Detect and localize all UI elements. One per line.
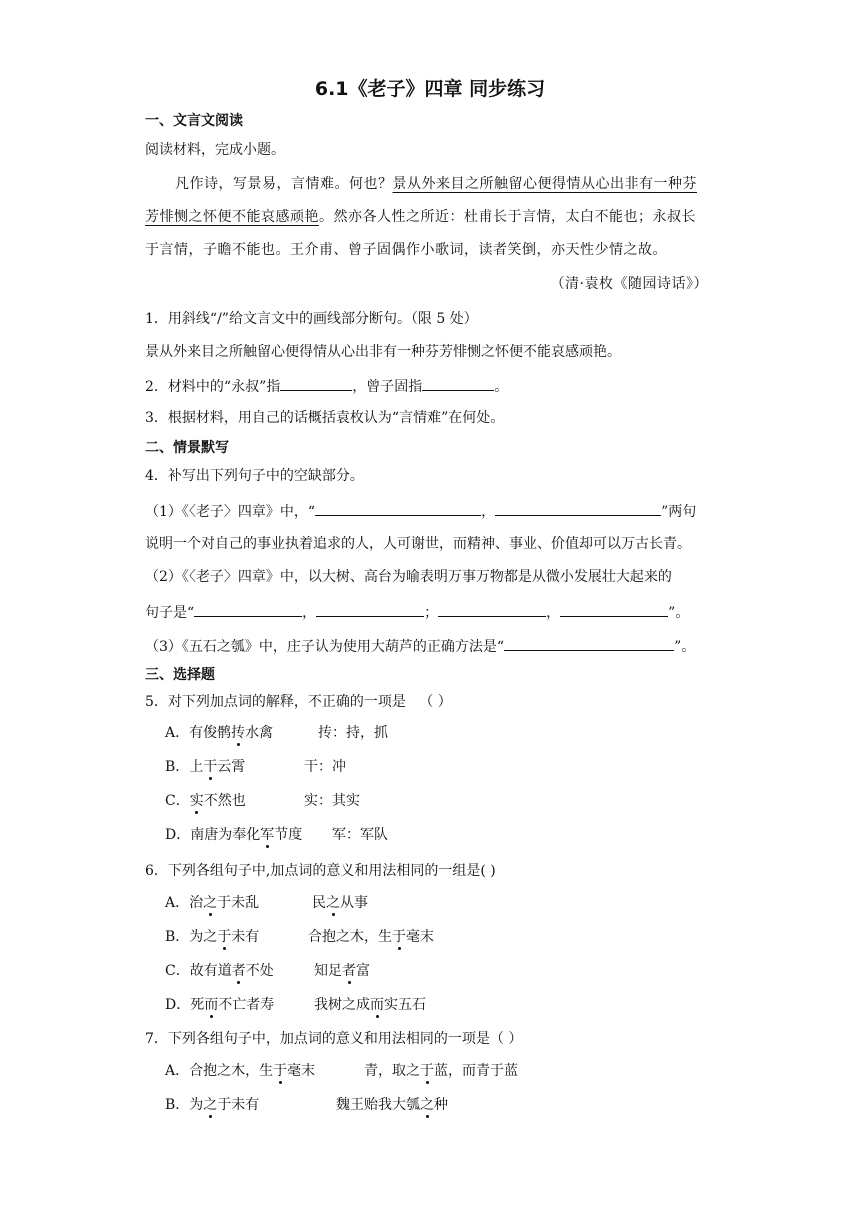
question-4-part-1: [145, 500, 696, 522]
question-2-part-a: 2．材料中的“永叔”指: [145, 379, 281, 395]
dotted-word: 于: [420, 1063, 434, 1079]
q5-option-c[interactable]: [165, 791, 246, 811]
opt-text: 从事: [340, 895, 368, 911]
opt-text: 于未有: [217, 1097, 260, 1113]
opt-text: B．上: [165, 759, 204, 775]
q5-option-c-explanation: 实：其实: [304, 793, 360, 809]
q4-p2-sep: ，: [546, 605, 561, 621]
passage-line-2: [145, 207, 696, 227]
opt-text: C．: [165, 793, 190, 809]
opt-text: 不处: [245, 963, 274, 979]
section-heading-reading: 一、文言文阅读: [145, 113, 243, 129]
q4-p2-tail: ”。: [668, 605, 690, 621]
question-4-part-2: （2）《〈老子〉四章》中，以大树、高台为喻表明万事万物都是从微小发展壮大起来的: [145, 569, 672, 585]
opt-text: 蓝，而青于蓝: [434, 1063, 518, 1079]
dotted-word: 抟: [231, 725, 246, 741]
question-4-stem: 4．补写出下列句子中的空缺部分。: [145, 468, 364, 484]
page-title: 6.1《老子》四章 同步练习: [314, 78, 546, 100]
opt-text: A．有俊鹘: [165, 725, 232, 741]
q4-p2-sep: ；: [424, 605, 439, 621]
question-4-part-3: [145, 635, 695, 657]
opt-text: 不然也: [203, 793, 246, 809]
opt-text: 节度: [274, 827, 303, 843]
question-3: 3．根据材料，用自己的话概括袁枚认为“言情难”在何处。: [145, 410, 505, 426]
dotted-word: 军: [260, 827, 275, 843]
q6-option-c-compare: [314, 961, 370, 981]
dotted-word: 实: [189, 793, 204, 809]
question-2: [145, 375, 508, 397]
answer-blank[interactable]: [316, 601, 424, 617]
question-5-stem: [145, 692, 452, 712]
question-4-part-2-answer: [145, 601, 689, 623]
opt-text: 民: [312, 895, 326, 911]
question-1-stem: 1．用斜线“/”给文言文中的画线部分断句。（限 5 处）: [145, 311, 478, 327]
opt-text: A．治: [165, 895, 204, 911]
question-2-part-c: 。: [494, 379, 509, 395]
answer-paren[interactable]: （ ）: [419, 694, 452, 710]
dotted-word: 于: [217, 929, 232, 945]
q4-p1-tail: ”两句: [661, 504, 697, 520]
opt-text: 云霄: [217, 759, 246, 775]
answer-blank[interactable]: [194, 601, 302, 617]
q5-option-d-explanation: 军：军队: [332, 827, 388, 843]
q4-p2-sep: ，: [302, 605, 317, 621]
answer-blank[interactable]: [422, 375, 494, 391]
opt-text: 合抱之木，生: [308, 929, 392, 945]
passage-source: （清·袁枚《随园诗话》）: [550, 276, 708, 292]
dotted-word: 者: [342, 963, 356, 979]
q6-option-c[interactable]: [165, 961, 274, 981]
q4-p3-text: （3）《五石之瓠》中，庄子认为使用大葫芦的正确方法是“: [145, 639, 505, 655]
opt-text: 水禽: [245, 725, 274, 741]
opt-text: 魏王贻我大瓠: [336, 1097, 420, 1113]
q4-p2-text: 句子是“: [145, 605, 195, 621]
question-6-stem: 6．下列各组句子中,加点词的意义和用法相同的一组是( ): [145, 863, 496, 879]
q7-option-a[interactable]: [165, 1061, 315, 1081]
opt-text: B．为之: [165, 929, 218, 945]
opt-text: C．故有道: [165, 963, 232, 979]
q6-option-b-compare: [308, 927, 434, 947]
section-heading-recitation: 二、情景默写: [145, 440, 229, 456]
opt-text: 毫末: [406, 929, 434, 945]
q4-p3-tail: ”。: [674, 639, 696, 655]
q7-option-a-compare: [364, 1061, 518, 1081]
opt-text: 青，取之: [364, 1063, 420, 1079]
q6-option-b[interactable]: [165, 927, 259, 947]
opt-text: D．南唐为奉化: [165, 827, 261, 843]
opt-text: D．死: [165, 997, 205, 1013]
q6-option-a-compare: [312, 893, 368, 913]
dotted-word: 者: [231, 963, 246, 979]
opt-text: A．合抱之木，生: [165, 1063, 274, 1079]
opt-text: 于未乱: [217, 895, 260, 911]
q4-p1-text: （1）《〈老子〉四章》中，“: [145, 504, 316, 520]
underlined-passage: 景从外来目之所触留心便得情从心出非有一种芬: [392, 176, 697, 192]
question-1-text: 景从外来目之所触留心便得情从心出非有一种芬芳悱恻之怀便不能哀感顽艳。: [145, 344, 621, 360]
opt-text: 实五石: [384, 997, 426, 1013]
dotted-word: 之: [203, 895, 218, 911]
dotted-word: 而: [370, 997, 384, 1013]
passage-line-3: 于言情，子瞻不能也。王介甫、曾子固偶作小歌词，读者笑倒，亦天性少情之故。: [145, 242, 667, 258]
opt-text: 未有: [231, 929, 260, 945]
question-7-stem: 7．下列各组句子中，加点词的意义和用法相同的一项是（ ）: [145, 1031, 523, 1047]
answer-blank[interactable]: [438, 601, 546, 617]
opt-text: 种: [434, 1097, 448, 1113]
answer-blank[interactable]: [560, 601, 668, 617]
q6-option-d-compare: [314, 995, 426, 1015]
dotted-word: 而: [204, 997, 219, 1013]
dotted-word: 干: [203, 759, 218, 775]
question-4-part-1-explanation: 说明一个对自己的事业执着追求的人，人可谢世，而精神、事业、价值却可以万古长青。: [145, 536, 691, 552]
opt-text: B．为: [165, 1097, 204, 1113]
q5-option-a[interactable]: [165, 723, 273, 743]
dotted-word: 之: [326, 895, 340, 911]
dotted-word: 之: [420, 1097, 434, 1113]
answer-blank[interactable]: [315, 500, 481, 516]
dotted-word: 于: [273, 1063, 288, 1079]
opt-text: 毫末: [287, 1063, 316, 1079]
answer-blank[interactable]: [280, 375, 352, 391]
opt-text: 我树之成: [314, 997, 370, 1013]
passage-text: 凡作诗，写景易，言情难。何也？: [175, 176, 393, 192]
answer-blank[interactable]: [495, 500, 661, 516]
passage-text: 。然亦各人性之所近：杜甫长于言情，太白不能也；永叔长: [319, 209, 696, 225]
opt-text: 知足: [314, 963, 342, 979]
dotted-word: 于: [392, 929, 406, 945]
dotted-word: 之: [203, 1097, 218, 1113]
question-2-part-b: ，曾子固指: [352, 379, 423, 395]
q5-option-b[interactable]: [165, 757, 245, 777]
opt-text: 不亡者寿: [218, 997, 275, 1013]
q4-p1-comma: ，: [481, 504, 496, 520]
opt-text: 富: [356, 963, 370, 979]
answer-blank[interactable]: [504, 635, 674, 651]
q6-option-d[interactable]: [165, 995, 274, 1015]
underlined-passage: 芳悱恻之怀便不能哀感顽艳: [145, 209, 319, 225]
q5-stem-text: 5．对下列加点词的解释，不正确的一项是: [145, 694, 406, 710]
q6-option-a[interactable]: [165, 893, 259, 913]
q5-option-a-explanation: 抟：持，抓: [318, 725, 388, 741]
q5-option-b-explanation: 干：冲: [304, 759, 346, 775]
section-heading-choice: 三、选择题: [145, 667, 215, 683]
passage-instruction: 阅读材料，完成小题。: [145, 142, 285, 158]
q5-option-d[interactable]: [165, 825, 302, 845]
passage-line-1: [175, 174, 697, 194]
q7-option-b[interactable]: [165, 1095, 259, 1115]
q7-option-b-compare: [336, 1095, 448, 1115]
